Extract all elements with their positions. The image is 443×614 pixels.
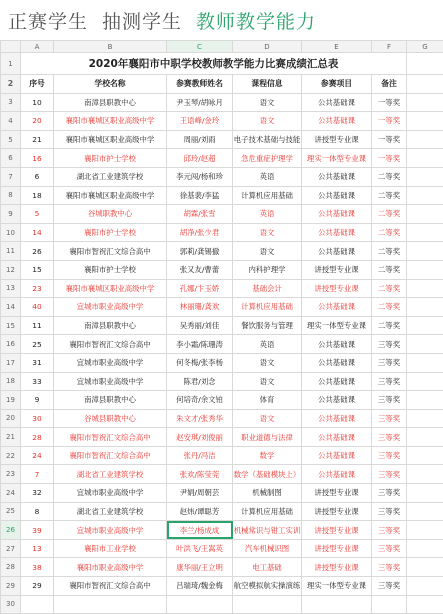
table-cell[interactable]: 公共基础课 [302,372,372,391]
table-cell[interactable]: 公共基础课 [302,298,372,317]
table-cell[interactable]: 公共基础课 [302,409,372,428]
table-row [1,577,443,596]
table-cell[interactable]: 15 [21,260,54,279]
table-cell[interactable]: 32 [21,484,54,503]
row-number[interactable]: 7 [1,167,21,186]
table-cell[interactable] [407,242,443,261]
table-cell[interactable]: 体育 [233,391,302,410]
table-cell[interactable]: 襄阳市职业高级中学 [54,558,167,577]
table-cell[interactable]: 张欢/陈莹莞 [167,465,233,484]
table-cell[interactable]: 一等奖 [372,149,407,168]
table-cell[interactable]: 三等奖 [372,577,407,596]
table-cell[interactable]: 林丽珊/龚欢 [167,298,233,317]
table-cell[interactable]: 朱文才/张秀华 [167,409,233,428]
table-cell[interactable] [407,539,443,558]
table-cell[interactable]: 语文 [233,242,302,261]
table-cell[interactable]: 王语峰/金玲 [167,112,233,131]
table-cell[interactable]: 三等奖 [372,502,407,521]
table-cell[interactable]: 李元闯/杨和珍 [167,167,233,186]
table-cell[interactable]: 29 [21,577,54,596]
table-cell[interactable]: 内科护理学 [233,260,302,279]
table-cell[interactable]: 26 [21,242,54,261]
table-cell[interactable]: 计算机应用基础 [233,186,302,205]
table-cell[interactable] [54,595,167,614]
table-cell[interactable] [302,595,372,614]
row-number[interactable]: 8 [1,186,21,205]
table-cell[interactable]: 李兰/杨成成 [167,521,233,540]
table-cell[interactable]: 理实一体型专业课 [302,316,372,335]
table-row [1,167,443,186]
table-row [1,409,443,428]
table-cell[interactable]: 三等奖 [372,484,407,503]
tab-0[interactable]: 正赛学生 [8,7,88,34]
header-cell[interactable]: 学校名称 [54,75,167,94]
table-cell[interactable]: 宜城市职业高级中学 [54,298,167,317]
row-number[interactable]: 27 [1,539,21,558]
table-cell[interactable]: 38 [21,558,54,577]
row-number[interactable]: 24 [1,484,21,503]
table-cell[interactable]: 襄阳市襄城区职业高级中学 [54,186,167,205]
row-number[interactable]: 23 [1,465,21,484]
table-row [1,242,443,261]
table-cell[interactable]: 数学 [233,446,302,465]
table-row [1,391,443,410]
table-cell[interactable]: 襄阳市护士学校 [54,223,167,242]
table-cell[interactable]: 6 [21,167,54,186]
table-cell[interactable]: 襄阳市护士学校 [54,149,167,168]
table-cell[interactable]: 康华丽/王立明 [167,558,233,577]
header-cell[interactable]: 参赛教师姓名 [167,75,233,94]
column-header-b[interactable]: B [54,41,167,53]
row-number[interactable]: 3 [1,93,21,112]
table-cell[interactable] [407,130,443,149]
table-cell[interactable]: 公共基础课 [302,93,372,112]
table-cell[interactable]: 公共基础课 [302,391,372,410]
table-cell[interactable]: 三等奖 [372,391,407,410]
table-cell[interactable]: 何培奇/余文铂 [167,391,233,410]
table-cell[interactable]: 襄阳市智祝汇文综合高中 [54,335,167,354]
table-cell[interactable] [407,205,443,224]
table-cell[interactable]: 急危重症护理学 [233,149,302,168]
table-cell[interactable]: 31 [21,353,54,372]
table-cell[interactable]: 襄阳市智祝汇文综合高中 [54,428,167,447]
table-cell[interactable]: 二等奖 [372,260,407,279]
row-number[interactable]: 29 [1,577,21,596]
table-cell[interactable] [372,595,407,614]
table-cell[interactable] [407,372,443,391]
table-cell[interactable]: 周丽/刘雨 [167,130,233,149]
table-cell[interactable] [407,353,443,372]
header-cell[interactable]: 参赛项目 [302,75,372,94]
table-row [1,428,443,447]
table-cell[interactable]: 赵安琪/刘俊丽 [167,428,233,447]
table-cell[interactable] [407,316,443,335]
table-cell[interactable] [233,595,302,614]
table-cell[interactable]: 三等奖 [372,558,407,577]
row-number[interactable]: 11 [1,242,21,261]
table-cell[interactable] [407,186,443,205]
table-cell[interactable]: 语文 [233,409,302,428]
table-cell[interactable]: 语文 [233,223,302,242]
table-cell[interactable] [407,521,443,540]
table-cell[interactable]: 公共基础课 [302,223,372,242]
row-number[interactable]: 12 [1,260,21,279]
table-cell[interactable]: 三等奖 [372,465,407,484]
table-cell[interactable]: 邱玲/赵超 [167,149,233,168]
row-number[interactable]: 2 [1,75,21,94]
row-number[interactable]: 22 [1,446,21,465]
table-cell[interactable]: 7 [21,465,54,484]
table-cell[interactable] [407,577,443,596]
table-cell[interactable]: 23 [21,279,54,298]
table-row [1,335,443,354]
table-row [1,186,443,205]
table-cell[interactable]: 职业道德与法律 [233,428,302,447]
table-cell[interactable]: 讲授型专业课 [302,484,372,503]
table-cell[interactable]: 张丹/冯洁 [167,446,233,465]
table-cell[interactable] [407,149,443,168]
table-cell[interactable]: 襄阳市襄城区职业高级中学 [54,130,167,149]
row-number[interactable]: 1 [1,53,21,75]
table-cell[interactable]: 一等奖 [372,93,407,112]
table-cell[interactable]: 公共基础课 [302,465,372,484]
table-cell[interactable] [407,279,443,298]
table-cell[interactable]: 张又友/曹蕾 [167,260,233,279]
row-number[interactable]: 13 [1,279,21,298]
table-cell[interactable]: 襄阳市工业学校 [54,539,167,558]
table-cell[interactable] [407,595,443,614]
table-cell[interactable]: 三等奖 [372,428,407,447]
table-row [1,279,443,298]
table-cell[interactable]: 吕瑞琦/魏金梅 [167,577,233,596]
table-cell[interactable] [407,167,443,186]
table-cell[interactable]: 三等奖 [372,446,407,465]
table-cell[interactable]: 襄阳市智祝汇文综合高中 [54,242,167,261]
table-cell[interactable]: 英语 [233,205,302,224]
header-cell[interactable]: 序号 [21,75,54,94]
table-cell[interactable]: 三等奖 [372,521,407,540]
table-cell[interactable]: 机械常识与钳工实训 [233,521,302,540]
table-cell[interactable]: 襄阳市智祝汇文综合高中 [54,446,167,465]
table-cell[interactable] [167,595,233,614]
table-cell[interactable]: 宜城市职业高级中学 [54,353,167,372]
column-header-c[interactable]: C [167,41,233,53]
table-cell[interactable]: 公共基础课 [302,353,372,372]
table-cell[interactable]: 南漳县职教中心 [54,391,167,410]
table-row [1,446,443,465]
table-cell[interactable]: 13 [21,539,54,558]
table-cell[interactable]: 语文 [233,93,302,112]
table-cell[interactable]: 9 [21,391,54,410]
table-cell[interactable]: 公共基础课 [302,205,372,224]
title-row [1,53,443,75]
table-cell[interactable]: 计算机应用基础 [233,298,302,317]
table-cell[interactable]: 讲授型专业课 [302,260,372,279]
table-cell[interactable]: 电工基础 [233,558,302,577]
table-cell[interactable]: 18 [21,186,54,205]
table-cell[interactable]: 8 [21,502,54,521]
table-cell[interactable] [407,409,443,428]
table-cell[interactable]: 汽车机械识图 [233,539,302,558]
table-cell[interactable]: 吴秀丽/刘佳 [167,316,233,335]
table-cell[interactable]: 二等奖 [372,298,407,317]
row-number[interactable]: 9 [1,205,21,224]
table-cell[interactable]: 二等奖 [372,242,407,261]
table-cell[interactable]: 5 [21,205,54,224]
table-cell[interactable]: 餐饮服务与管理 [233,316,302,335]
table-row [1,260,443,279]
table-cell[interactable]: 襄阳市襄城区职业高级中学 [54,112,167,131]
table-row [1,502,443,521]
table-cell[interactable]: 公共基础课 [302,446,372,465]
table-cell[interactable]: 宜城市职业高级中学 [54,372,167,391]
row-number[interactable]: 25 [1,502,21,521]
table-cell[interactable]: 尹娟/周朝芸 [167,484,233,503]
table-cell[interactable]: 湖北省工业建筑学校 [54,465,167,484]
row-number[interactable]: 21 [1,428,21,447]
table-cell[interactable]: 电子技术基础与技能 [233,130,302,149]
table-cell[interactable]: 襄阳市护士学校 [54,260,167,279]
table-cell[interactable]: 14 [21,223,54,242]
table-cell[interactable]: 三等奖 [372,353,407,372]
table-cell[interactable]: 英语 [233,335,302,354]
table-cell[interactable]: 11 [21,316,54,335]
table-cell[interactable]: 语文 [233,112,302,131]
table-cell[interactable] [407,298,443,317]
table-cell[interactable] [407,484,443,503]
table-row [1,465,443,484]
data-table [0,40,443,614]
table-row [1,558,443,577]
table-cell[interactable]: 二等奖 [372,316,407,335]
sheet-tabs [0,0,443,40]
table-cell[interactable]: 讲授型专业课 [302,130,372,149]
table-cell[interactable]: 郭莉/龚锡撤 [167,242,233,261]
table-cell[interactable]: 讲授型专业课 [302,539,372,558]
table-cell[interactable]: 公共基础课 [302,242,372,261]
table-cell[interactable]: 叶洪飞/王嵩英 [167,539,233,558]
table-cell[interactable]: 胡霖/张雪 [167,205,233,224]
table-cell[interactable] [21,595,54,614]
table-row [1,353,443,372]
table-cell[interactable]: 谷城县职教中心 [54,409,167,428]
table-cell[interactable] [407,335,443,354]
table-cell[interactable]: 三等奖 [372,372,407,391]
table-cell[interactable]: 徐基裴/李猛 [167,186,233,205]
row-number[interactable]: 18 [1,372,21,391]
table-cell[interactable]: 28 [21,428,54,447]
corner-cell[interactable] [1,41,21,53]
table-cell[interactable]: 33 [21,372,54,391]
table-cell[interactable]: 公共基础课 [302,428,372,447]
table-row [1,112,443,131]
column-header-a[interactable]: A [21,41,54,53]
table-cell[interactable]: 尹玉琴/胡咏月 [167,93,233,112]
table-cell[interactable]: 基础会计 [233,279,302,298]
table-cell[interactable]: 讲授型专业课 [302,502,372,521]
table-cell[interactable]: 宜城市职业高级中学 [54,484,167,503]
table-row [1,539,443,558]
row-number[interactable]: 16 [1,335,21,354]
table-cell[interactable]: 南漳县职教中心 [54,316,167,335]
table-cell[interactable]: 湖北省工业建筑学校 [54,167,167,186]
table-row [1,316,443,335]
row-number[interactable]: 14 [1,298,21,317]
table-cell[interactable] [407,391,443,410]
table-cell[interactable]: 一等奖 [372,130,407,149]
spreadsheet [0,40,443,614]
column-header-f[interactable]: F [372,41,407,53]
table-title[interactable]: 2020年襄阳市中职学校教师教学能力比赛成绩汇总表 [21,53,407,75]
table-cell[interactable]: 三等奖 [372,539,407,558]
table-cell[interactable] [407,75,443,94]
table-cell[interactable]: 二等奖 [372,186,407,205]
table-cell[interactable]: 一等奖 [372,112,407,131]
table-cell[interactable]: 英语 [233,167,302,186]
table-cell[interactable]: 讲授型专业课 [302,558,372,577]
table-row [1,130,443,149]
header-cell[interactable]: 课程信息 [233,75,302,94]
table-cell[interactable]: 何冬梅/张李杨 [167,353,233,372]
column-header-e[interactable]: E [302,41,372,53]
table-cell[interactable]: 20 [21,112,54,131]
table-cell[interactable]: 二等奖 [372,279,407,298]
table-cell[interactable] [407,558,443,577]
table-cell[interactable] [407,428,443,447]
table-cell[interactable]: 40 [21,298,54,317]
row-number[interactable]: 15 [1,316,21,335]
row-number[interactable]: 6 [1,149,21,168]
table-cell[interactable]: 公共基础课 [302,112,372,131]
table-cell[interactable]: 赵炜/谭聪芳 [167,502,233,521]
table-cell[interactable] [407,502,443,521]
table-cell[interactable]: 二等奖 [372,167,407,186]
column-header-row [1,41,443,53]
table-row [1,223,443,242]
table-cell[interactable] [407,93,443,112]
table-cell[interactable]: 南漳县职教中心 [54,93,167,112]
table-cell[interactable]: 数学（基础模块上） [233,465,302,484]
column-header-d[interactable]: D [233,41,302,53]
tab-2[interactable]: 教师教学能力 [196,7,316,34]
row-number[interactable]: 19 [1,391,21,410]
table-cell[interactable]: 讲授型专业课 [302,279,372,298]
table-cell[interactable]: 语文 [233,353,302,372]
table-cell[interactable] [407,112,443,131]
header-cell[interactable]: 备注 [372,75,407,94]
table-cell[interactable]: 计算机应用基础 [233,502,302,521]
table-cell[interactable]: 21 [21,130,54,149]
row-number[interactable]: 4 [1,112,21,131]
table-cell[interactable] [407,446,443,465]
table-cell[interactable]: 宜城市职业高级中学 [54,521,167,540]
table-row [1,298,443,317]
table-cell[interactable]: 16 [21,149,54,168]
table-cell[interactable]: 24 [21,446,54,465]
table-cell[interactable]: 谷城职教中心 [54,205,167,224]
table-row [1,372,443,391]
table-cell[interactable]: 理实一体型专业课 [302,577,372,596]
table-cell[interactable]: 30 [21,409,54,428]
table-row [1,149,443,168]
table-cell[interactable]: 孔娜/卞玉娇 [167,279,233,298]
table-cell[interactable]: 湖北省工业建筑学校 [54,502,167,521]
table-cell[interactable]: 机械制图 [233,484,302,503]
table-row [1,595,443,614]
row-number[interactable]: 5 [1,130,21,149]
tab-1[interactable]: 抽测学生 [102,7,182,34]
table-cell[interactable]: 25 [21,335,54,354]
table-cell[interactable] [407,53,443,75]
table-cell[interactable]: 公共基础课 [302,167,372,186]
table-cell[interactable]: 襄阳市襄城区职业高级中学 [54,279,167,298]
table-row [1,205,443,224]
table-row [1,93,443,112]
table-row [1,484,443,503]
table-cell[interactable]: 讲授型专业课 [302,521,372,540]
table-cell[interactable]: 陈君/刘念 [167,372,233,391]
table-cell[interactable] [407,223,443,242]
table-cell[interactable]: 二等奖 [372,223,407,242]
table-cell[interactable]: 三等奖 [372,335,407,354]
table-cell[interactable]: 理实一体型专业课 [302,149,372,168]
table-cell[interactable]: 李小霜/陈珊涛 [167,335,233,354]
table-cell[interactable]: 胡净/张少君 [167,223,233,242]
row-number[interactable]: 20 [1,409,21,428]
row-number[interactable]: 30 [1,595,21,614]
table-cell[interactable] [407,260,443,279]
row-number[interactable]: 26 [1,521,21,540]
table-row [1,521,443,540]
table-cell[interactable]: 航空模拟航实操演练 [233,577,302,596]
row-number[interactable]: 28 [1,558,21,577]
table-cell[interactable] [407,465,443,484]
row-number[interactable]: 10 [1,223,21,242]
table-cell[interactable]: 公共基础课 [302,186,372,205]
table-cell[interactable]: 二等奖 [372,205,407,224]
header-row [1,75,443,94]
table-cell[interactable]: 39 [21,521,54,540]
table-cell[interactable]: 三等奖 [372,409,407,428]
row-number[interactable]: 17 [1,353,21,372]
column-header-g[interactable]: G [407,41,443,53]
table-cell[interactable]: 10 [21,93,54,112]
table-cell[interactable]: 公共基础课 [302,335,372,354]
table-cell[interactable]: 语文 [233,372,302,391]
table-cell[interactable]: 襄阳市智祝汇文综合高中 [54,577,167,596]
